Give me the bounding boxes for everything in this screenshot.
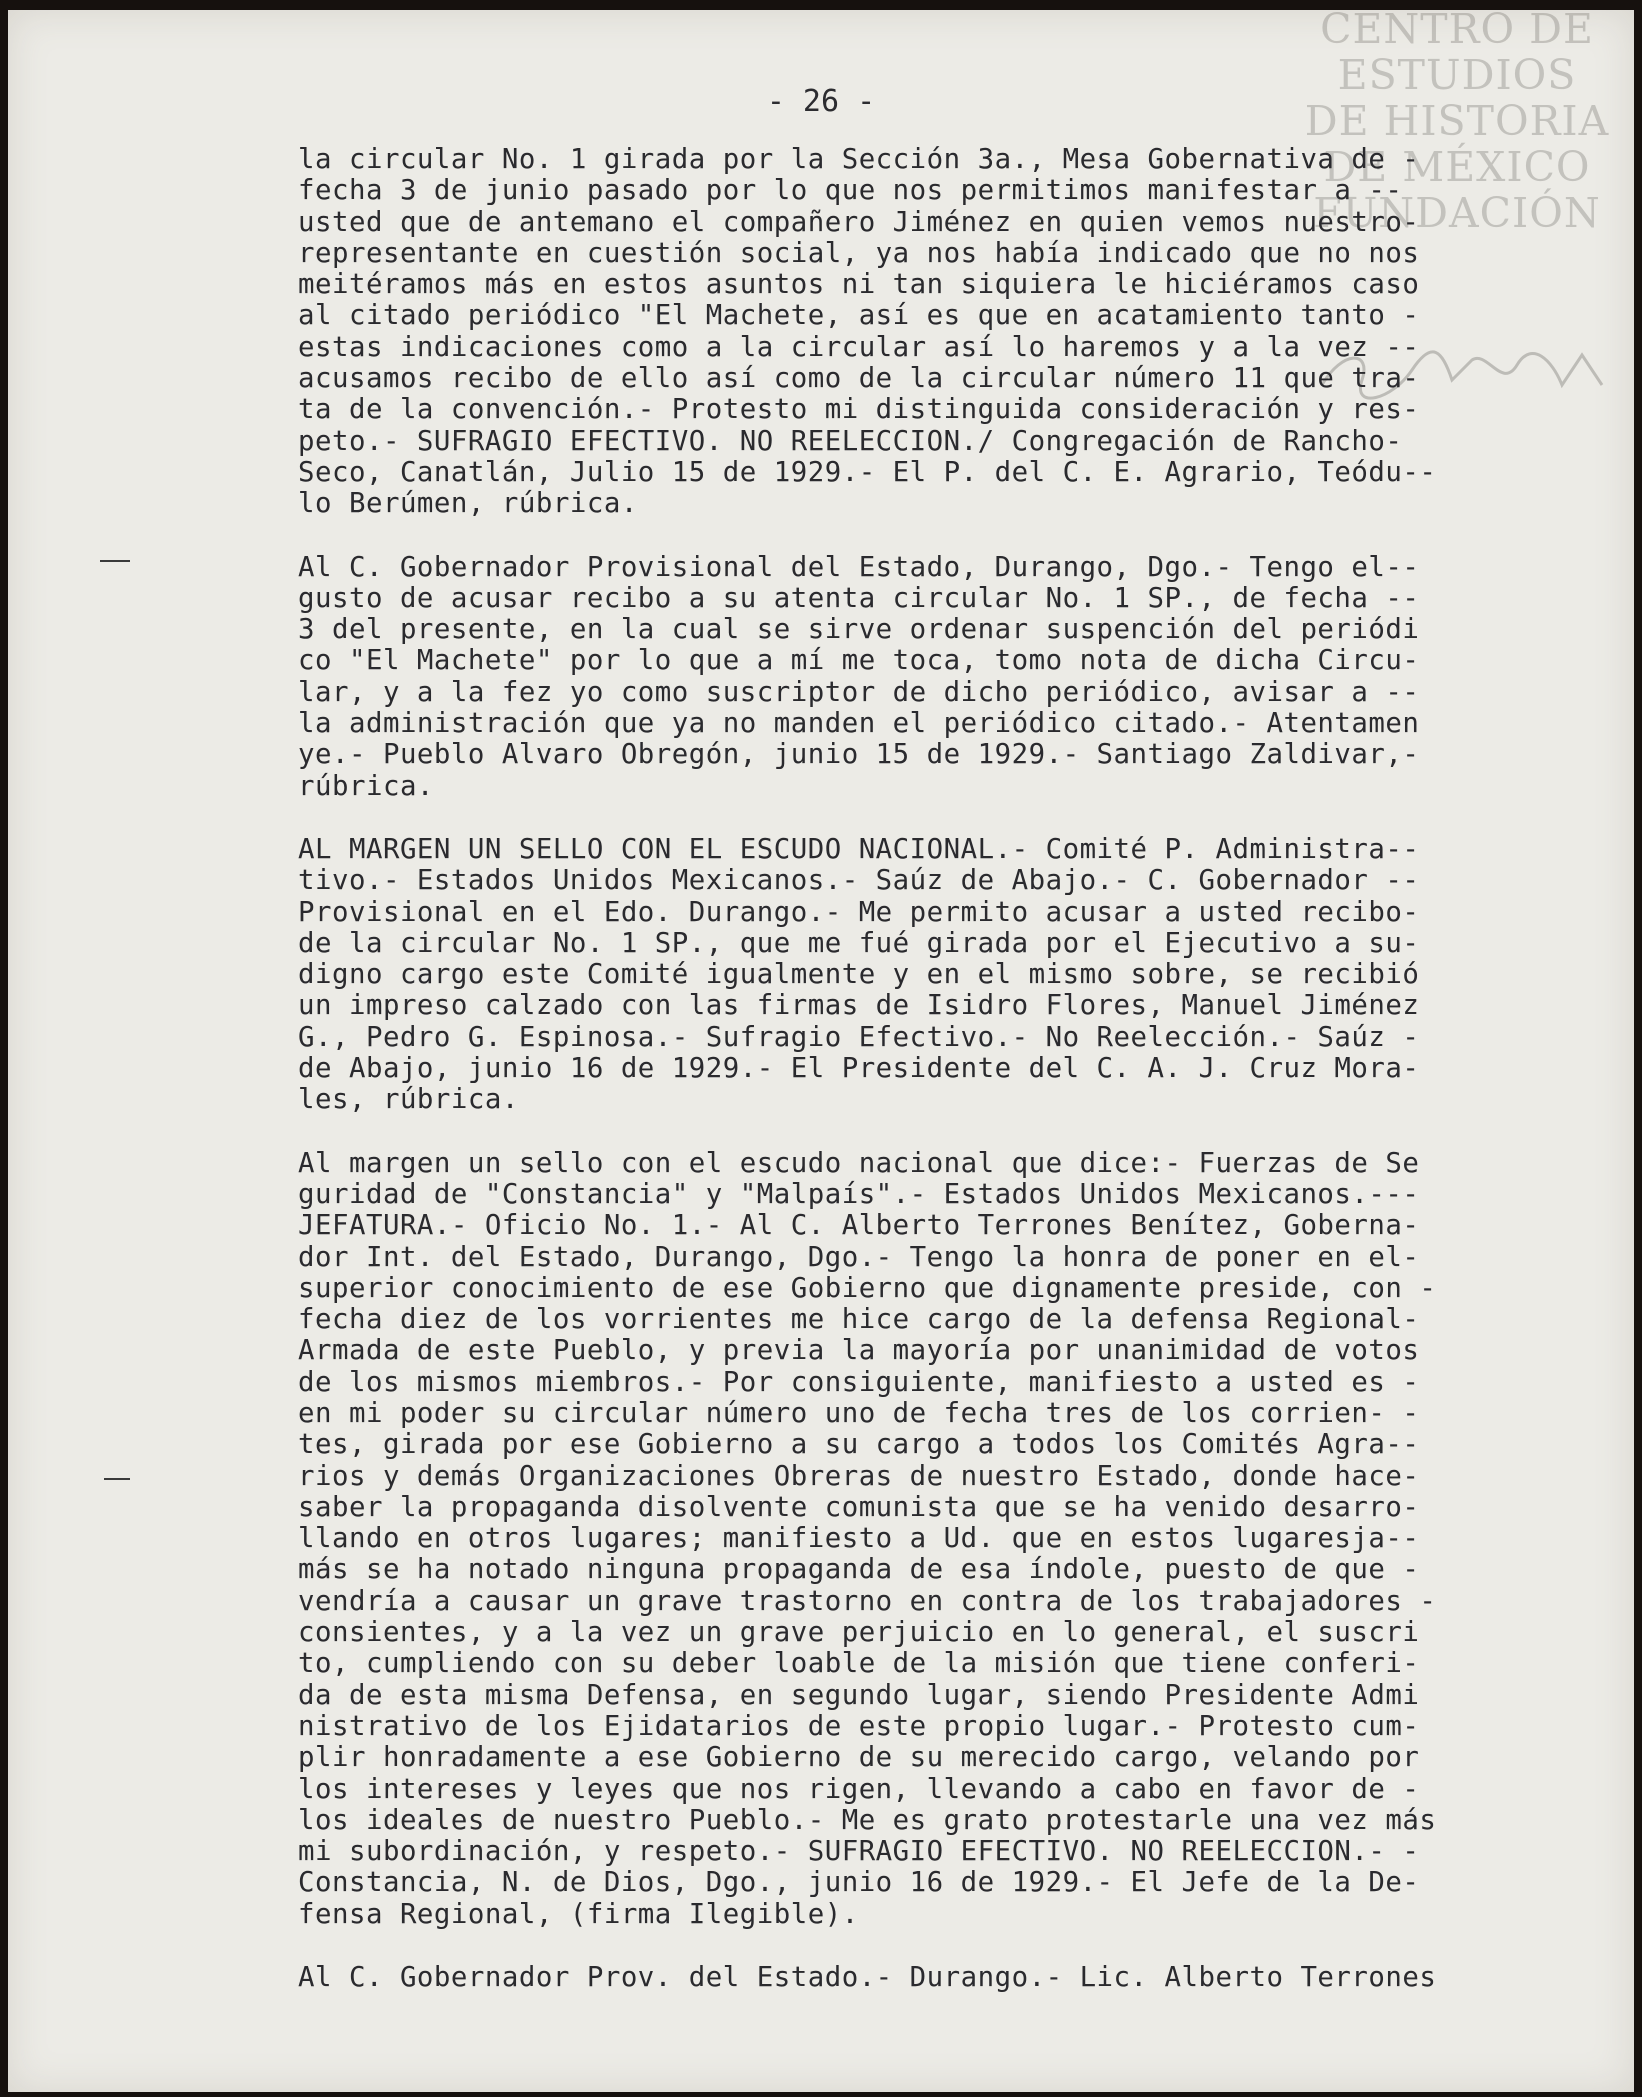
text-line: un impreso calzado con las firmas de Isidro Flores, Manuel Jiménez	[298, 990, 1420, 1022]
text-line: fecha diez de los vorrientes me hice cargo de la defensa Regional-	[298, 1304, 1420, 1336]
text-line: saber la propaganda disolvente comunista que se ha venido desarro-	[298, 1491, 1420, 1523]
text-line: co "El Machete" por lo que a mí me toca, tomo nota de dicha Circu-	[298, 645, 1420, 677]
page-number: - 26 -	[766, 84, 876, 119]
margin-mark	[104, 1478, 130, 1480]
text-line: fensa Regional, (firma Ilegible).	[298, 1898, 859, 1930]
text-line: la circular No. 1 girada por la Sección 3a., Mesa Gobernativa de -	[298, 144, 1420, 175]
text-line: Al C. Gobernador Prov. del Estado.- Durango.- Lic. Alberto Terrones	[298, 1962, 1437, 1994]
text-line: ta de la convención.- Protesto mi distinguida consideración y res-	[298, 394, 1420, 426]
text-line: consientes, y a la vez un grave perjuicio en lo general, el suscri	[298, 1617, 1420, 1649]
document-body	[298, 144, 1568, 2025]
document-paragraph	[298, 552, 1568, 802]
text-line: Armada de este Pueblo, y previa la mayoría por unanimidad de votos	[298, 1335, 1420, 1367]
text-line: de los mismos miembros.- Por consiguiente, manifiesto a usted es -	[298, 1366, 1420, 1398]
text-line: dor Int. del Estado, Durango, Dgo.- Tengo la honra de poner en el-	[298, 1241, 1420, 1273]
text-line: representante en cuestión social, ya nos había indicado que no nos	[298, 237, 1420, 269]
text-line: Al margen un sello con el escudo nacional que dice:- Fuerzas de Se	[298, 1147, 1420, 1179]
text-line: usted que de antemano el compañero Jiménez en quien vemos nuestro-	[298, 206, 1420, 238]
text-line: rios y demás Organizaciones Obreras de nuestro Estado, donde hace-	[298, 1460, 1420, 1492]
text-line: Provisional en el Edo. Durango.- Me permito acusar a usted recibo-	[298, 896, 1420, 928]
text-line: estas indicaciones como a la circular así lo haremos y a la vez --	[298, 331, 1420, 363]
text-line: guridad de "Constancia" y "Malpaís".- Estados Unidos Mexicanos.---	[298, 1178, 1420, 1210]
watermark-line: ESTUDIOS	[1337, 51, 1577, 99]
text-line: lar, y a la fez yo como suscriptor de dicho periódico, avisar a --	[298, 676, 1420, 708]
text-line: de la circular No. 1 SP., que me fué girada por el Ejecutivo a su-	[298, 927, 1420, 959]
text-line: de Abajo, junio 16 de 1929.- El Presidente del C. A. J. Cruz Mora-	[298, 1053, 1420, 1085]
text-line: gusto de acusar recibo a su atenta circular No. 1 SP., de fecha --	[298, 582, 1420, 614]
document-paragraph	[298, 1962, 1568, 1993]
watermark-line: DE MÉXICO	[1323, 143, 1591, 191]
text-line: los intereses y leyes que nos rigen, llevando a cabo en favor de -	[298, 1773, 1420, 1805]
text-line: nistrativo de los Ejidatarios de este propio lugar.- Protesto cum-	[298, 1710, 1420, 1742]
text-line: mi subordinación, y respeto.- SUFRAGIO EFECTIVO. NO REELECCION.- -	[298, 1836, 1420, 1868]
document-paragraph	[298, 834, 1568, 1116]
text-line: al citado periódico "El Machete, así es que en acatamiento tanto -	[298, 300, 1420, 332]
text-line: llando en otros lugares; manifiesto a Ud. que en estos lugaresja--	[298, 1523, 1420, 1555]
text-line: Seco, Canatlán, Julio 15 de 1929.- El P. del C. E. Agrario, Teódu--	[298, 456, 1437, 488]
text-line: JEFATURA.- Oficio No. 1.- Al C. Alberto Terrones Benítez, Goberna-	[298, 1210, 1420, 1242]
watermark-line: DE HISTORIA	[1304, 97, 1610, 145]
document-paragraph	[298, 1148, 1568, 1930]
text-line: digno cargo este Comité igualmente y en el mismo sobre, se recibió	[298, 959, 1420, 991]
text-line: tivo.- Estados Unidos Mexicanos.- Saúz de Abajo.- C. Gobernador --	[298, 865, 1420, 897]
text-line: plir honradamente a ese Gobierno de su merecido cargo, velando por	[298, 1742, 1420, 1774]
text-line: G., Pedro G. Espinosa.- Sufragio Efectivo.- No Reelección.- Saúz -	[298, 1021, 1420, 1053]
watermark-line: FUNDACIÓN	[1313, 189, 1601, 237]
text-line: Constancia, N. de Dios, Dgo., junio 16 de 1929.- El Jefe de la De-	[298, 1867, 1420, 1899]
text-line: más se ha notado ninguna propaganda de esa índole, puesto de que -	[298, 1554, 1420, 1586]
document-paragraph	[298, 144, 1568, 520]
text-line: 3 del presente, en la cual se sirve ordenar suspención del periódi	[298, 614, 1420, 646]
text-line: la administración que ya no manden el periódico citado.- Atentamen	[298, 708, 1420, 740]
text-line: lo Berúmen, rúbrica.	[298, 488, 638, 520]
text-line: los ideales de nuestro Pueblo.- Me es grato protestarle una vez más	[298, 1804, 1437, 1836]
text-line: tes, girada por ese Gobierno a su cargo a todos los Comités Agra--	[298, 1429, 1420, 1461]
text-line: peto.- SUFRAGIO EFECTIVO. NO REELECCION./ Congregación de Rancho-	[298, 425, 1403, 457]
text-line: AL MARGEN UN SELLO CON EL ESCUDO NACIONAL.- Comité P. Administra--	[298, 833, 1420, 865]
text-line: en mi poder su circular número uno de fecha tres de los corrien- -	[298, 1397, 1420, 1429]
text-line: Al C. Gobernador Provisional del Estado, Durango, Dgo.- Tengo el--	[298, 551, 1420, 583]
margin-mark	[100, 560, 130, 562]
text-line: da de esta misma Defensa, en segundo lugar, siendo Presidente Admi	[298, 1679, 1420, 1711]
text-line: ye.- Pueblo Alvaro Obregón, junio 15 de 1929.- Santiago Zaldivar,-	[298, 739, 1420, 771]
text-line: meitéramos más en estos asuntos ni tan siquiera le hiciéramos caso	[298, 269, 1420, 301]
text-line: les, rúbrica.	[298, 1084, 519, 1116]
text-line: superior conocimiento de ese Gobierno que dignamente preside, con -	[298, 1272, 1437, 1304]
text-line: vendría a causar un grave trastorno en contra de los trabajadores -	[298, 1585, 1437, 1617]
watermark-line: CENTRO DE	[1320, 5, 1594, 53]
text-line: acusamos recibo de ello así como de la circular número 11 que tra-	[298, 363, 1420, 395]
text-line: fecha 3 de junio pasado por lo que nos permitimos manifestar a --	[298, 175, 1403, 207]
text-line: to, cumpliendo con su deber loable de la misión que tiene conferi-	[298, 1648, 1420, 1680]
text-line: rúbrica.	[298, 770, 434, 802]
